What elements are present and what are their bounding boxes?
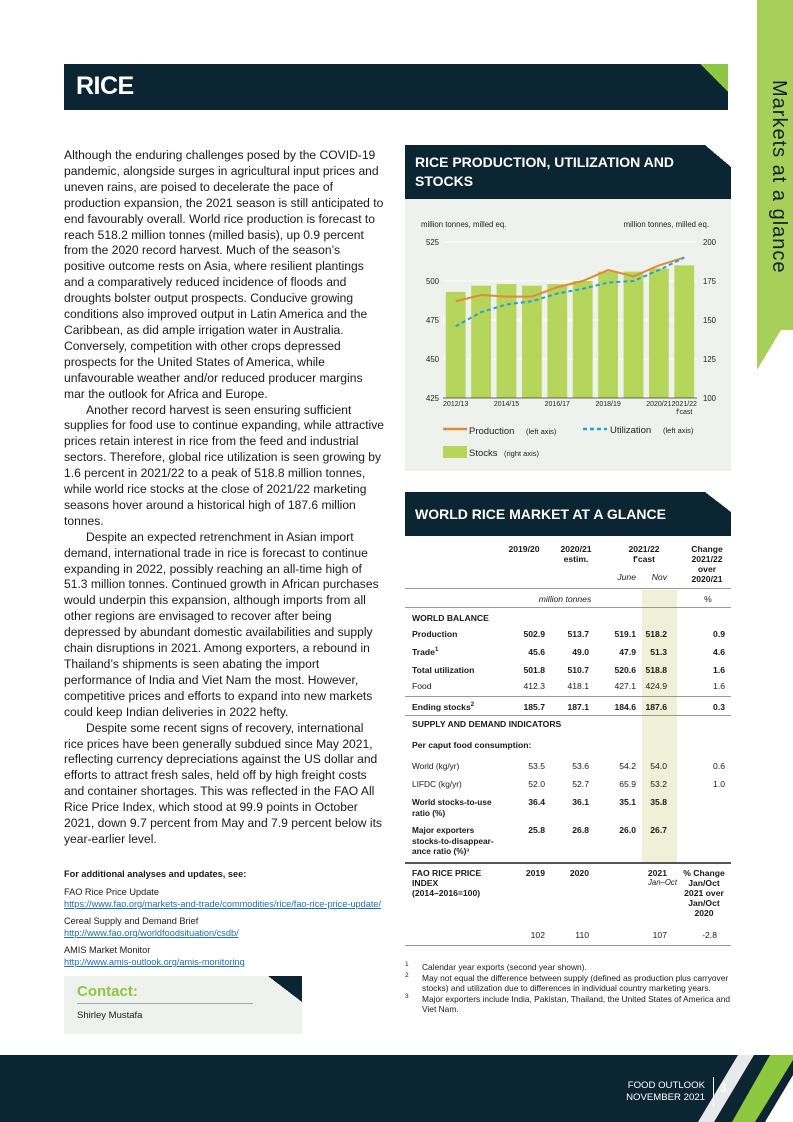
table-cell: -2.8	[702, 930, 717, 940]
table-cell: 519.1	[614, 629, 636, 639]
table-cell: 36.1	[572, 797, 589, 807]
table-cell: 51.3	[650, 647, 667, 657]
page-number: 3	[720, 1081, 727, 1095]
table-cell: 1.6	[713, 665, 725, 675]
stocks-bar	[624, 272, 644, 398]
further-heading: For additional analyses and updates, see:	[64, 869, 247, 879]
table-cell: 25.8	[528, 825, 545, 835]
col-head: Change 2021/22 over 2020/21	[691, 544, 723, 584]
further-link[interactable]: http://www.fao.org/worldfoodsituation/csdb/	[64, 928, 239, 938]
table-cell: 424.9	[645, 681, 667, 691]
col-subhead: Jan–Oct	[647, 878, 677, 887]
x-tick-label: 2018/19	[595, 401, 621, 408]
table-cell: 26.0	[619, 825, 636, 835]
chart-panel	[405, 199, 731, 471]
table-cell: 1.6	[713, 681, 725, 691]
row-label: Total utilization	[412, 665, 475, 675]
y-right-tick-label: 150	[703, 316, 717, 325]
legend-production-label: Production	[469, 426, 515, 437]
table-cell: 45.6	[528, 647, 545, 657]
table-cell: 0.6	[713, 761, 725, 771]
unit-label: %	[704, 594, 712, 604]
divider	[405, 862, 731, 864]
table-cell: 35.1	[619, 797, 636, 807]
table-cell: 36.4	[528, 797, 545, 807]
stocks-bar	[649, 269, 669, 398]
table-cell: 49.0	[572, 647, 589, 657]
row-label: Ending stocks$^2$	[412, 702, 475, 712]
table-cell: 520.6	[614, 665, 636, 675]
stocks-bar	[573, 281, 593, 398]
legend-stocks-swatch	[443, 446, 467, 458]
table-cell: 52.0	[528, 779, 545, 789]
price-index-label: FAO RICE PRICE INDEX (2014–2016=100)	[412, 868, 482, 898]
contact-notch	[268, 976, 302, 1002]
table-cell: 412.3	[523, 681, 545, 691]
table-title: WORLD RICE MARKET AT A GLANCE	[415, 506, 666, 522]
footnote-ref: 2	[470, 702, 475, 709]
divider	[405, 715, 731, 716]
footer-line: NOVEMBER 2021	[626, 1091, 705, 1103]
contact-divider	[77, 1003, 253, 1004]
row-label: Major exporters stocks-to-disappear- ance ratio (%)³	[412, 825, 494, 856]
table-cell: 110	[575, 930, 589, 940]
y-left-tick-label: 450	[425, 355, 439, 364]
table-cell: 26.7	[650, 825, 667, 835]
table-cell: 184.6	[614, 702, 636, 712]
footnote: 2 May not equal the difference between supply (defined as production plus carryover stocks) and utilization due to differences in individual country marketing years.	[405, 971, 729, 994]
y-left-tick-label: 425	[425, 394, 439, 403]
legend-utilization-note: (left axis)	[663, 426, 694, 435]
table-cell: 427.1	[614, 681, 636, 691]
legend-production-note: (left axis)	[526, 427, 557, 436]
col-head: 2021/22 f'cast	[628, 544, 660, 564]
x-tick-label: 2020/21	[646, 401, 672, 408]
further-link[interactable]: https://www.fao.org/markets-and-trade/commodities/rice/fao-rice-price-update/	[64, 899, 382, 909]
row-label: World stocks-to-use ratio (%)	[412, 797, 492, 818]
unit-label: million tonnes	[538, 594, 592, 604]
stocks-bar	[446, 292, 466, 398]
further-reading	[64, 868, 394, 973]
table-cell: 518.2	[645, 629, 667, 639]
y-right-tick-label: 100	[703, 394, 717, 403]
col-head: 2019	[525, 868, 545, 878]
footnotes	[405, 962, 731, 1015]
row-label: Production	[412, 629, 458, 639]
y-left-tick-label: 525	[425, 238, 439, 247]
table-cell: 418.1	[567, 681, 589, 691]
divider	[405, 696, 731, 697]
stocks-bar	[522, 286, 542, 398]
table-cell: 0.9	[713, 629, 725, 639]
table-cell: 185.7	[523, 702, 545, 712]
table-cell: 4.6	[713, 647, 725, 657]
table-cell: 107	[652, 930, 667, 940]
stocks-bar	[598, 272, 618, 398]
col-head: 2021	[647, 868, 667, 878]
table-cell: 26.8	[572, 825, 589, 835]
table-cell: 53.6	[572, 761, 589, 771]
y-right-tick-label: 200	[703, 238, 717, 247]
col-head: 2019/20	[508, 544, 540, 554]
x-tick-note: f'cast	[676, 409, 693, 416]
chart	[405, 199, 731, 471]
legend-stocks-note: (right axis)	[504, 449, 540, 458]
further-item-label: AMIS Market Monitor	[64, 945, 151, 955]
x-tick-label: 2014/15	[493, 401, 520, 408]
row-label: Food	[412, 681, 432, 691]
row-label: Trade$^1$	[412, 647, 439, 657]
stocks-bar	[471, 286, 491, 398]
footer-line: FOOD OUTLOOK	[627, 1080, 705, 1091]
y-right-tick-label: 175	[703, 277, 717, 286]
section-title-bar	[64, 64, 728, 110]
footnote: 3 Major exporters include India, Pakistan, Thailand, the United States of America and Viet Nam.	[405, 992, 731, 1015]
chart-header-notch	[705, 145, 731, 167]
y-left-tick-label: 475	[425, 316, 439, 325]
paragraph: Despite an expected retrenchment in Asian import demand, international trade in rice is forecast to continue expanding in 2022, possibly reaching an all-time high of 51.3 million tonnes. Continued growth in African purchases would underpin this expansion, although imports from all other regions are envisaged to recover after being depressed by abundant domestic availabilities and supply chain disruptions in 2021. Among exporters, a rebound in Thailand’s shipments is seen abating the import performance of India and Viet Nam the most. However, competitive prices and efforts to expand into new markets could keep Indian deliveries in 2022 hefty.	[64, 529, 379, 719]
table-header-notch	[705, 492, 731, 512]
section-label: WORLD BALANCE	[412, 613, 489, 623]
table-cell: 513.7	[567, 629, 589, 639]
col-head: % Change Jan/Oct 2021 over Jan/Oct 2020	[683, 868, 725, 918]
col-subhead: Nov	[651, 572, 667, 582]
table-cell: 52.7	[572, 779, 589, 789]
chart-panel-title: RICE PRODUCTION, UTILIZATION AND STOCKS	[415, 154, 674, 189]
legend-stocks-label: Stocks	[469, 448, 498, 459]
footer-separator	[713, 1077, 714, 1107]
divider	[405, 945, 731, 946]
divider	[405, 607, 731, 608]
footnote: 1 Calendar year exports (second year shown).	[405, 961, 587, 972]
table-cell: 102	[530, 930, 545, 940]
x-tick-label: 2016/17	[544, 401, 570, 408]
stocks-bar	[674, 265, 694, 398]
row-label: LIFDC (kg/yr)	[412, 779, 462, 789]
table-cell: 187.6	[645, 702, 667, 712]
table-cell: 510.7	[567, 665, 589, 675]
further-item-label: FAO Rice Price Update	[64, 887, 159, 897]
section-label: Per caput food consumption:	[412, 740, 532, 750]
col-subhead: June	[617, 572, 636, 582]
table-cell: 518.8	[645, 665, 667, 675]
table-cell: 53.5	[528, 761, 545, 771]
further-link[interactable]: http://www.amis-outlook.org/amis-monitoring	[64, 957, 245, 967]
table-cell: 502.9	[523, 629, 545, 639]
y-right-axis-label: million tonnes, milled eq.	[623, 220, 709, 229]
table-cell: 54.2	[619, 761, 636, 771]
footnote-ref: 1	[434, 647, 439, 654]
footer-publication	[580, 1080, 705, 1103]
table-cell: 54.0	[650, 761, 667, 771]
paragraph: Although the enduring challenges posed by the COVID-19 pandemic, alongside surges in agricultural input prices and uneven rains, are poised to decelerate the pace of production expansion, the 2021 season is still anticipated to end favourably overall. World rice production is forecast to reach 518.2 million tonnes (milled basis), up 0.9 percent from the 2020 record harvest. Much of the season’s positive outcome rests on Asia, where resilient plantings and a comparatively reduced incidence of floods and droughts bolster output prospects. Conducive growing conditions also improved output in Latin America and the Caribbean, as did ample irrigation water in Australia. Conversely, competition with other crops depressed prospects for the United States of America, while unfavourable weather and/or reduced producer margins mar the outlook for Africa and Europe.	[64, 148, 384, 401]
legend-utilization-label: Utilization	[610, 425, 652, 436]
row-label: World (kg/yr)	[412, 761, 460, 771]
table-cell: 35.8	[650, 797, 667, 807]
divider	[405, 588, 731, 589]
table-cell: 1.0	[713, 779, 725, 789]
section-label: SUPPLY AND DEMAND INDICATORS	[412, 719, 562, 729]
y-left-tick-label: 500	[425, 277, 439, 286]
side-tab-label: Markets at a glance	[768, 80, 790, 274]
table-cell: 65.9	[619, 779, 636, 789]
section-title: RICE	[76, 72, 134, 100]
table-cell: 47.9	[619, 647, 636, 657]
table-cell: 187.1	[567, 702, 589, 712]
table-cell: 53.2	[650, 779, 667, 789]
stocks-bar	[547, 284, 567, 398]
contact-title: Contact:	[77, 983, 138, 1000]
x-tick-label: 2012/13	[443, 401, 469, 408]
table-cell: 501.8	[523, 665, 545, 675]
contact-name: Shirley Mustafa	[77, 1010, 143, 1021]
body-text	[64, 148, 384, 848]
further-item-label: Cereal Supply and Demand Brief	[64, 916, 199, 926]
col-head: 2020	[569, 868, 589, 878]
x-tick-label: 2021/22	[671, 401, 697, 408]
y-right-tick-label: 125	[703, 355, 717, 364]
y-left-axis-label: million tonnes, milled eq.	[421, 220, 507, 229]
paragraph: Another record harvest is seen ensuring sufficient supplies for food use to continue expanding, while attractive prices retain interest in rice from the feed and industrial sectors. Therefore, global rice utilization is seen growing by 1.6 percent in 2021/22 to a peak of 518.8 million tonnes, while world rice stocks at the close of 2021/22 marketing seasons hover around a historical high of 187.6 million tonnes.	[64, 402, 385, 528]
stocks-bar	[497, 284, 517, 398]
table-cell: 0.3	[713, 702, 725, 712]
paragraph: Despite some recent signs of recovery, international rice prices have been generally subdued since May 2021, reflecting currency depreciations against the US dollar and efforts to attract fresh sales, held off by high freight costs and container shortages. This was reflected in the FAO All Rice Price Index, which stood at 99.9 points in October 2021, down 9.7 percent from May and 7.9 percent below its year-earlier level.	[64, 720, 382, 846]
col-head: 2020/21 estim.	[560, 544, 592, 564]
